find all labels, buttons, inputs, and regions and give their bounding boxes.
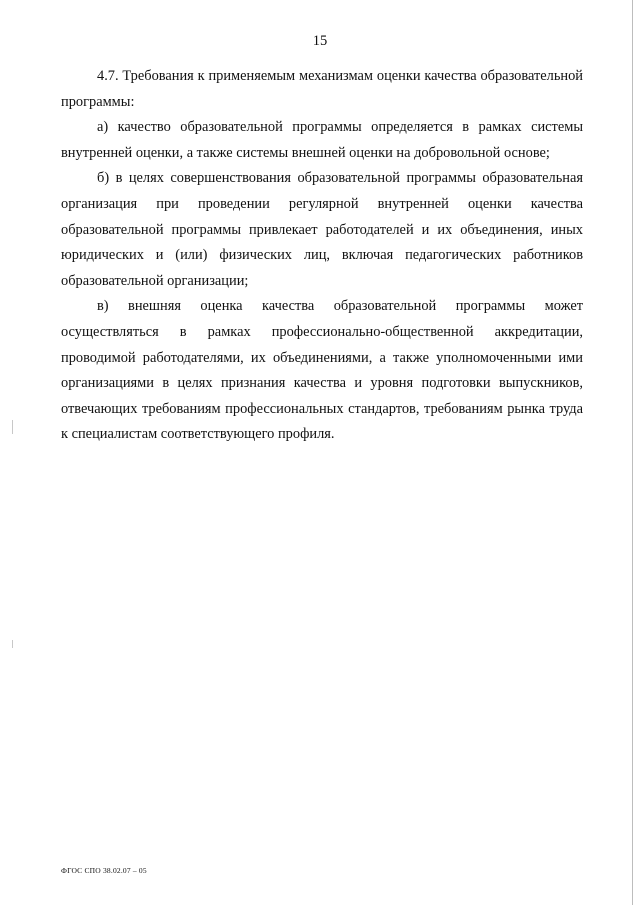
document-code-footer: ФГОС СПО 38.02.07 – 05 (61, 866, 147, 875)
paragraph-item-b: б) в целях совершенствования образовательной программы образовательная организация при проведении регулярной внутренней оценки качества образовательной программы привлекает работодателей и их объединения, иных юридических и (или) физических лиц, включая педагогических работников образовательной организации; (61, 170, 583, 289)
paragraph-item-v: в) внешняя оценка качества образовательной программы может осуществляться в рамках профессионально-общественной аккредитации, проводимой работодателями, их объединениями, а также уполномоченными ими организациями в целях признания качества и уровня подготовки выпускников, отвечающих требованиям профессиональных стандартов, требованиям рынка труда к специалистам соответствующего профиля. (61, 298, 583, 443)
scan-margin-mark (12, 420, 13, 434)
paragraph-item-a: а) качество образовательной программы определяется в рамках системы внутренней оценки, а также системы внешней оценки на добровольной основе; (61, 119, 583, 161)
scan-margin-mark (12, 640, 13, 648)
section-heading: 4.7. Требования к применяемым механизмам оценки качества образовательной программы: (61, 68, 583, 110)
page-number: 15 (312, 33, 328, 49)
scan-edge-mark (632, 0, 633, 905)
document-body (61, 64, 583, 448)
